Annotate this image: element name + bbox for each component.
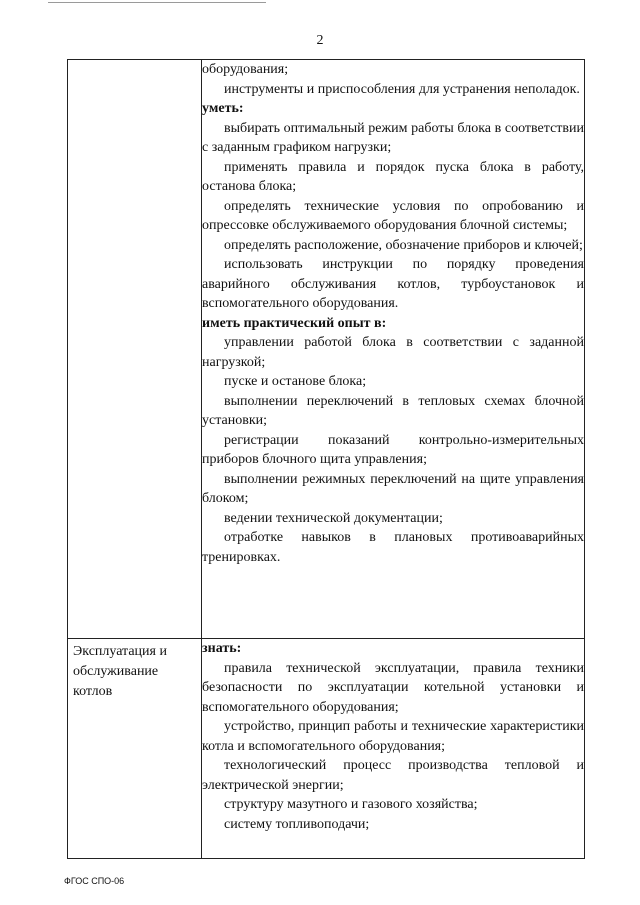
list-item: систему топливоподачи;: [224, 816, 370, 832]
row-2-left-cell: [68, 639, 202, 859]
section-heading: знать:: [202, 641, 242, 656]
row-1-content: [202, 60, 584, 567]
list-item: определять технические условия по опробованию и опрессовке обслуживаемого оборудования блочной системы;: [202, 198, 584, 233]
row-1-left-cell: [68, 60, 202, 639]
list-item: отработке навыков в плановых противоаварийных тренировках.: [202, 530, 584, 565]
list-item: технологический процесс производства тепловой и электрической энергии;: [202, 758, 584, 793]
table-row-2: [68, 639, 585, 859]
list-item: пуске и останове блока;: [224, 374, 367, 389]
footer-standard-code: ФГОС СПО-06: [64, 876, 125, 886]
list-item: структуру мазутного и газового хозяйства;: [224, 797, 478, 812]
table-row-1: [68, 60, 585, 639]
list-item: ведении технической документации;: [224, 510, 443, 526]
row-1-right-cell: [202, 60, 585, 639]
page-number: 2: [316, 33, 324, 48]
row-1-left-label: [68, 60, 201, 63]
competency-table: [67, 59, 585, 859]
list-item: инструменты и приспособления для устранения неполадок.: [224, 81, 580, 97]
list-item: определять расположение, обозначение приборов и ключей;: [224, 237, 583, 253]
list-item: выполнении режимных переключений на щите управления блоком;: [202, 471, 584, 506]
list-item: выполнении переключений в тепловых схемах блочной установки;: [202, 393, 584, 428]
section-heading: уметь:: [202, 101, 244, 116]
list-item: устройство, принцип работы и технические характеристики котла и вспомогательного оборудования;: [202, 719, 584, 754]
row-2-right-cell: [202, 639, 585, 859]
list-item: применять правила и порядок пуска блока в работу, останова блока;: [202, 159, 584, 194]
list-item: регистрации показаний контрольно-измерительных приборов блочного щита управления;: [202, 432, 584, 467]
row-2-content: [202, 639, 584, 834]
scan-edge-line: [48, 2, 266, 3]
list-item: выбирать оптимальный режим работы блока в соответствии с заданным графиком нагрузки;: [202, 120, 584, 155]
list-item: управлении работой блока в соответствии с заданной нагрузкой;: [202, 335, 584, 370]
list-item: использовать инструкции по порядку проведения аварийного обслуживания котлов, турбоустановок и вспомогательного оборудования.: [202, 257, 584, 311]
list-item: правила технической эксплуатации, правила техники безопасности по эксплуатации котельной установки и вспомогательного оборудования;: [202, 660, 584, 715]
list-item: оборудования;: [202, 62, 289, 77]
section-heading: иметь практический опыт в:: [202, 315, 387, 331]
row-2-left-label: Эксплуатация и обслуживание котлов: [73, 644, 167, 699]
